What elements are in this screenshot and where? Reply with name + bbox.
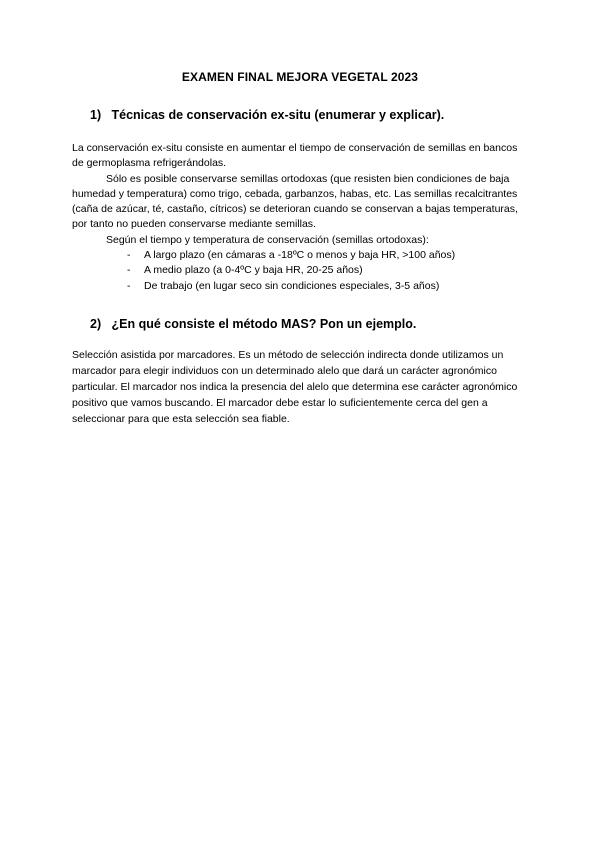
page-title: EXAMEN FINAL MEJORA VEGETAL 2023 (181, 70, 419, 84)
section-2-number: 2) (90, 317, 102, 331)
list-bullet: - (127, 249, 131, 262)
section-1-list (72, 248, 528, 294)
list-item-text: A largo plazo (en cámaras a -18ºC o menos y baja HR, >100 años) (144, 249, 456, 262)
section-2-body (72, 347, 524, 427)
section-1-heading-text: Técnicas de conservación ex-situ (enumerar y explicar). (111, 108, 445, 122)
list-item (72, 248, 528, 263)
section-1-heading (90, 108, 444, 122)
section-2-paragraph-1: Selección asistida por marcadores. Es un método de selección indirecta donde utilizamos un marcador para elegir individuos con un determinado alelo que dará un carácter agronómico particular. El marcador nos indica la presencia del alelo que determina ese carácter agronómico positivo que vamos buscando. El marcador debe estar lo suficientemente cerca del gen a seleccionar para que esta selección sea fiable. (72, 349, 518, 425)
section-1-paragraph-3: Según el tiempo y temperatura de conservación (semillas ortodoxas): (106, 233, 429, 246)
section-1-number: 1) (90, 108, 102, 122)
list-bullet: - (127, 279, 131, 292)
list-item (72, 263, 528, 278)
list-item-text: De trabajo (en lugar seco sin condiciones especiales, 3-5 años) (144, 279, 440, 292)
section-2-heading-text: ¿En qué consiste el método MAS? Pon un ejemplo. (111, 317, 417, 331)
list-bullet: - (127, 264, 131, 277)
section-1-paragraph-1: La conservación ex-situ consiste en aumentar el tiempo de conservación de semillas en bancos de germoplasma refrigerándolas. (72, 142, 518, 170)
section-1-paragraph-2: Sólo es posible conservarse semillas ortodoxas (que resisten bien condiciones de baja humedad y temperatura) como trigo, cebada, garbanzos, habas, etc. Las semillas recalcitrantes (caña de azúcar, té, castaño, cítricos) se deterioran cuando se conservan a bajas temperaturas, por tanto no pueden conservarse mediante semillas. (72, 172, 518, 231)
list-item-text: A medio plazo (a 0-4ºC y baja HR, 20-25 años) (144, 264, 363, 277)
section-2-heading (90, 317, 416, 331)
section-1-body (72, 141, 528, 294)
list-item (72, 279, 528, 294)
